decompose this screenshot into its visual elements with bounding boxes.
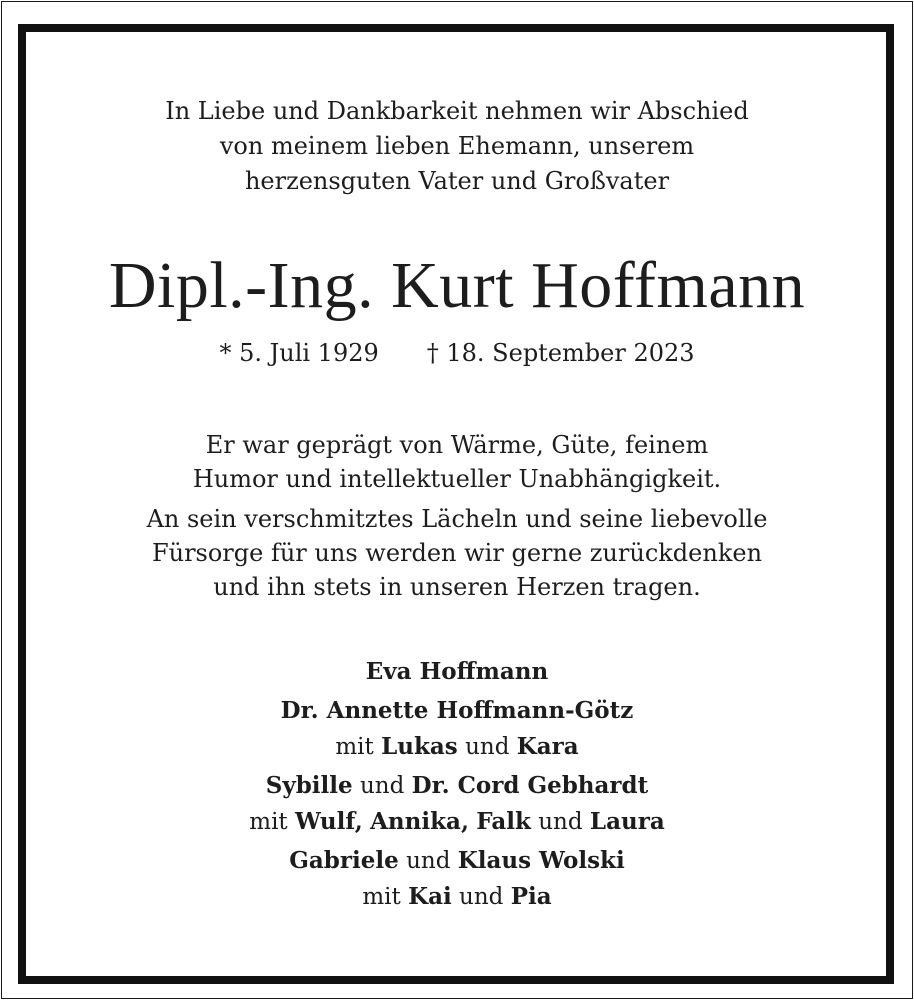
mourner-name: Eva Hoffmann: [365, 658, 549, 685]
intro-line: In Liebe und Dankbarkeit nehmen wir Abschied: [165, 97, 749, 125]
intro-line: herzensguten Vater und Großvater: [244, 167, 670, 195]
tribute-text: [0, 428, 914, 604]
tribute-line: und ihn stets in unseren Herzen tragen.: [213, 573, 701, 601]
grandchild-name: Annika,: [370, 808, 469, 835]
tribute-line: Fürsorge für uns werden wir gerne zurückdenken: [151, 539, 763, 567]
tribute-line: An sein verschmitztes Lächeln und seine liebevolle: [146, 505, 768, 533]
birth-date: * 5. Juli 1929: [219, 339, 379, 367]
mourner-group: [0, 768, 914, 840]
grandchild-name: Laura: [589, 808, 665, 835]
parents-line: Sybille und Dr. Cord Gebhardt: [265, 772, 649, 799]
mourner-name: Sybille: [265, 772, 353, 799]
grandchild-name: Pia: [510, 883, 552, 910]
mourner-group: [0, 693, 914, 765]
mourner-name: Dr. Cord Gebhardt: [411, 772, 649, 799]
intro-text: [0, 94, 914, 199]
grandchild-name: Falk: [476, 808, 531, 835]
mourner-group: [0, 843, 914, 915]
tribute-paragraph: [0, 428, 914, 496]
grandchildren-line: mit Wulf, Annika, Falk und Laura: [249, 808, 665, 835]
grandchild-name: Kara: [516, 733, 579, 760]
intro-line: von meinem lieben Ehemann, unserem: [219, 132, 695, 160]
grandchildren-line: mit Kai und Pia: [362, 883, 552, 910]
mourner-name: Klaus Wolski: [457, 847, 625, 874]
life-dates: [0, 336, 914, 370]
mourner-name: Gabriele: [289, 847, 399, 874]
tribute-line: Humor und intellektueller Unabhängigkeit.: [192, 465, 722, 493]
mourners-list: [0, 654, 914, 915]
deceased-name: Dipl.-Ing. Kurt Hoffmann: [108, 249, 806, 322]
mourner-group: [0, 654, 914, 690]
tribute-paragraph: [0, 502, 914, 604]
mourner-name: Dr. Annette Hoffmann-Götz: [280, 697, 634, 724]
parents-line: Gabriele und Klaus Wolski: [289, 847, 625, 874]
tribute-line: Er war geprägt von Wärme, Güte, feinem: [205, 431, 709, 459]
grandchild-name: Wulf,: [295, 808, 363, 835]
grandchild-name: Lukas: [381, 733, 458, 760]
grandchildren-line: mit Lukas und Kara: [335, 733, 579, 760]
death-date: † 18. September 2023: [426, 339, 695, 367]
grandchild-name: Kai: [408, 883, 452, 910]
